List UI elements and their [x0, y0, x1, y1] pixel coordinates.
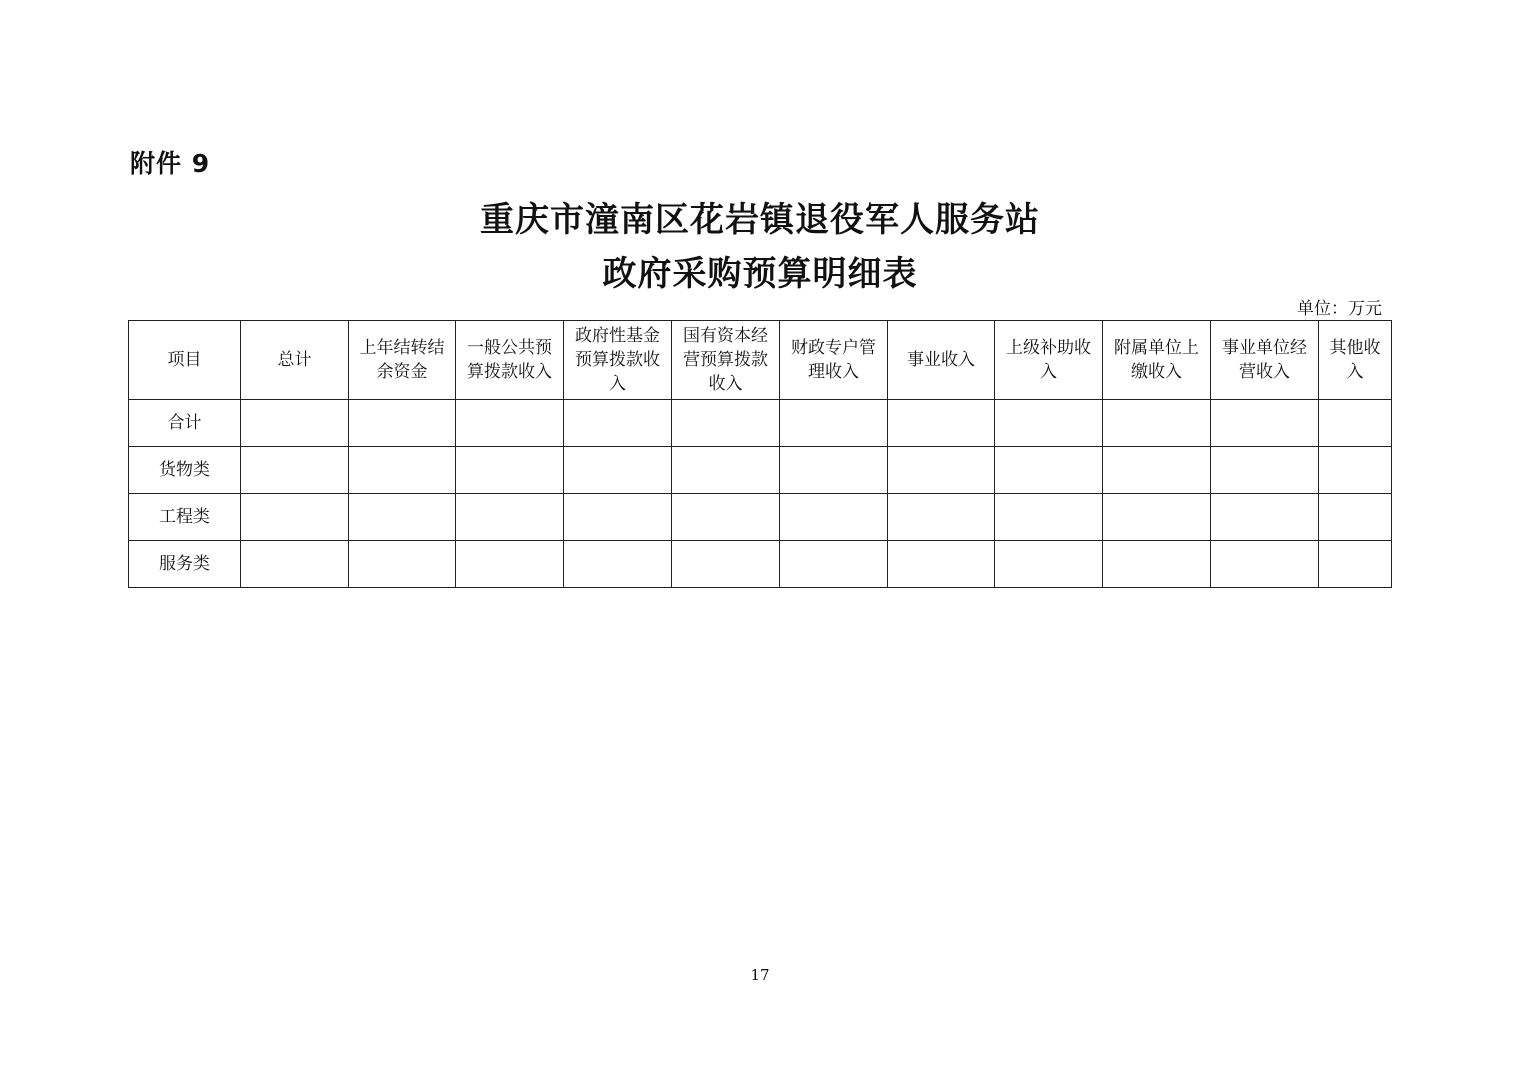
row-label: 货物类: [129, 447, 241, 494]
table-cell: [564, 494, 672, 541]
table-cell: [241, 447, 349, 494]
table-cell: [672, 400, 780, 447]
header-prior-year-carryover: 上年结转结余资金: [349, 321, 456, 400]
document-title: 重庆市潼南区花岩镇退役军人服务站: [480, 200, 1040, 240]
table-cell: [456, 541, 564, 588]
table-cell: [349, 447, 456, 494]
table-cell: [456, 447, 564, 494]
table-cell: [564, 400, 672, 447]
table-cell: [241, 541, 349, 588]
table-cell: [1319, 447, 1392, 494]
header-affiliated-unit-remittance: 附属单位上缴收入: [1103, 321, 1211, 400]
row-label: 合计: [129, 400, 241, 447]
table-row: [129, 541, 1392, 588]
table-cell: [888, 541, 995, 588]
header-fiscal-special-account: 财政专户管理收入: [780, 321, 888, 400]
table-header-row: [129, 321, 1392, 400]
table-cell: [564, 541, 672, 588]
table-cell: [995, 400, 1103, 447]
table-cell: [1211, 447, 1319, 494]
table-cell: [888, 494, 995, 541]
table-cell: [780, 541, 888, 588]
header-item: 项目: [129, 321, 241, 400]
header-other-income: 其他收入: [1319, 321, 1392, 400]
table-row: [129, 447, 1392, 494]
table-cell: [241, 494, 349, 541]
table-cell: [995, 494, 1103, 541]
table-cell: [1103, 494, 1211, 541]
document-subtitle: 政府采购预算明细表: [602, 254, 918, 294]
table-cell: [672, 494, 780, 541]
table-cell: [888, 447, 995, 494]
header-state-capital-budget: 国有资本经营预算拨款收入: [672, 321, 780, 400]
table-row: [129, 400, 1392, 447]
row-label: 服务类: [129, 541, 241, 588]
table-cell: [349, 541, 456, 588]
unit-label: 单位：万元: [1297, 299, 1382, 319]
table-cell: [1103, 447, 1211, 494]
row-label: 工程类: [129, 494, 241, 541]
table-cell: [780, 447, 888, 494]
table-cell: [1319, 494, 1392, 541]
table-cell: [780, 400, 888, 447]
header-government-fund-budget: 政府性基金预算拨款收入: [564, 321, 672, 400]
table-row: [129, 494, 1392, 541]
table-cell: [456, 494, 564, 541]
attachment-label: 附件 9: [130, 149, 211, 178]
table-cell: [349, 400, 456, 447]
table-cell: [995, 541, 1103, 588]
table-cell: [1103, 400, 1211, 447]
table-cell: [888, 400, 995, 447]
procurement-budget-table: [128, 320, 1392, 588]
table-cell: [780, 494, 888, 541]
table-cell: [995, 447, 1103, 494]
table-cell: [564, 447, 672, 494]
table-cell: [1211, 400, 1319, 447]
table-cell: [1319, 541, 1392, 588]
header-general-public-budget: 一般公共预算拨款收入: [456, 321, 564, 400]
table-cell: [241, 400, 349, 447]
header-business-income: 事业收入: [888, 321, 995, 400]
table-cell: [1319, 400, 1392, 447]
page-number: 17: [750, 966, 770, 984]
table-cell: [1103, 541, 1211, 588]
header-operating-income: 事业单位经营收入: [1211, 321, 1319, 400]
table-cell: [1211, 541, 1319, 588]
table-cell: [672, 447, 780, 494]
table-cell: [456, 400, 564, 447]
table-cell: [1211, 494, 1319, 541]
header-superior-subsidy: 上级补助收入: [995, 321, 1103, 400]
table-cell: [672, 541, 780, 588]
table-cell: [349, 494, 456, 541]
header-total: 总计: [241, 321, 349, 400]
